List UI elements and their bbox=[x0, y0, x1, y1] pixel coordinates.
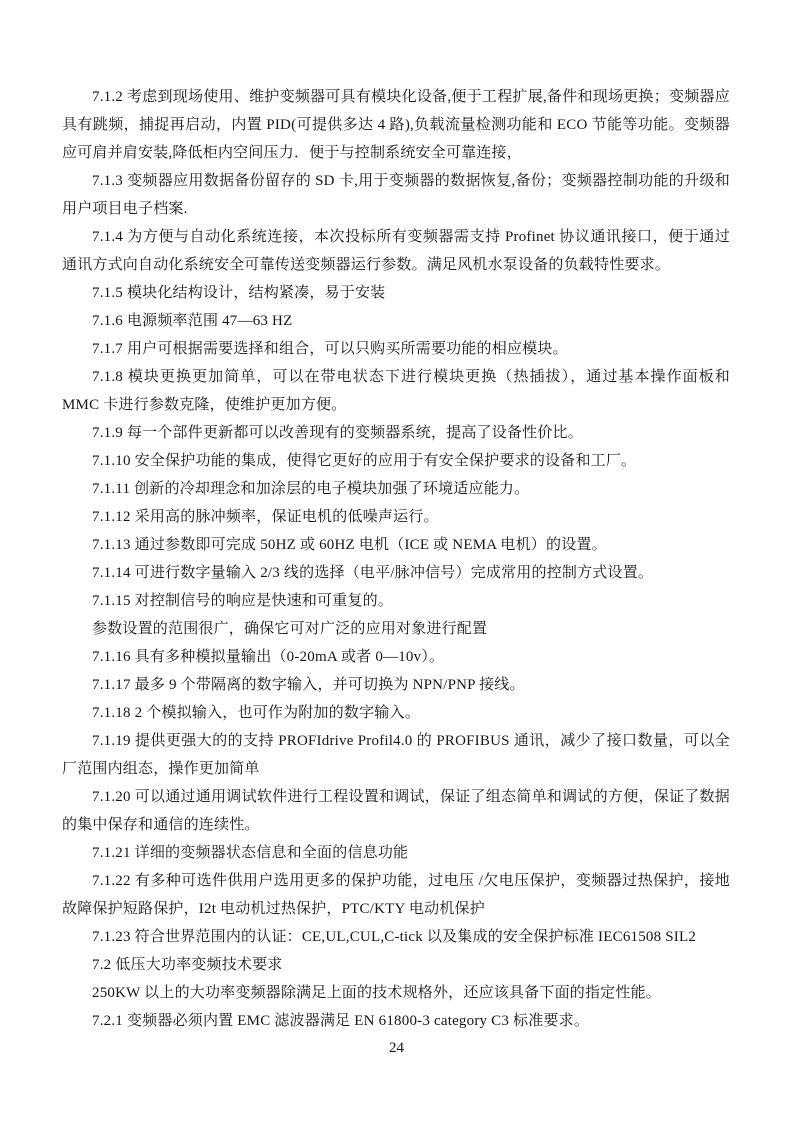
para-7-2-1: 7.2.1 变频器必须内置 EMC 滤波器满足 EN 61800-3 category C3 标准要求。 bbox=[92, 1013, 590, 1029]
para-7-1-6: 7.1.6 电源频率范围 47—63 HZ bbox=[92, 313, 293, 329]
para-7-1-23: 7.1.23 符合世界范围内的认证：CE,UL,CUL,C-tick 以及集成的安全保护标准 IEC61508 SIL2 bbox=[92, 929, 697, 945]
para-7-1-18: 7.1.18 2 个模拟输入，也可作为附加的数字输入。 bbox=[92, 705, 420, 721]
para-7-1-17: 7.1.17 最多 9 个带隔离的数字输入，并可切换为 NPN/PNP 接线。 bbox=[92, 677, 525, 693]
para-7-1-22: 7.1.22 有多种可选件供用户选用更多的保护功能，过电压 /欠电压保护，变频器过热保护，接地故障保护短路保护，I2t 电动机过热保护，PTC/KTY 电动机保护 bbox=[62, 873, 730, 917]
para-7-1-20: 7.1.20 可以通过通用调试软件进行工程设置和调试，保证了组态简单和调试的方便，保证了数据的集中保存和通信的连续性。 bbox=[62, 789, 730, 833]
para-7-1-11: 7.1.11 创新的冷却理念和加涂层的电子模块加强了环境适应能力。 bbox=[92, 481, 530, 497]
page-number: 24 bbox=[389, 1040, 404, 1056]
para-250kw-note: 250KW 以上的大功率变频器除满足上面的技术规格外，还应该具备下面的指定性能。 bbox=[92, 985, 661, 1001]
para-7-1-5: 7.1.5 模块化结构设计，结构紧凑，易于安装 bbox=[92, 285, 386, 301]
para-7-1-10: 7.1.10 安全保护功能的集成，使得它更好的应用于有安全保护要求的设备和工厂。 bbox=[92, 453, 637, 469]
para-7-1-14: 7.1.14 可进行数字量输入 2/3 线的选择（电平/脉冲信号）完成常用的控制方式设置。 bbox=[92, 565, 654, 581]
para-7-1-9: 7.1.9 每一个部件更新都可以改善现有的变频器系统，提高了设备性价比。 bbox=[92, 425, 583, 441]
para-parameter-range-note: 参数设置的范围很广，确保它可对广泛的应用对象进行配置 bbox=[92, 621, 488, 637]
para-7-1-7: 7.1.7 用户可根据需要选择和组合，可以只购买所需要功能的相应模块。 bbox=[92, 341, 568, 357]
heading-7-2: 7.2 低压大功率变频技术要求 bbox=[92, 957, 283, 973]
para-7-1-19: 7.1.19 提供更强大的的支持 PROFIdrive Profil4.0 的 PROFIBUS 通讯，减少了接口数量，可以全厂范围内组态，操作更加简单 bbox=[62, 733, 730, 777]
para-7-1-8: 7.1.8 模块更换更加简单，可以在带电状态下进行模块更换（热插拔），通过基本操作面板和 MMC 卡进行参数克隆，使维护更加方便。 bbox=[62, 369, 730, 413]
para-7-1-3: 7.1.3 变频器应用数据备份留存的 SD 卡,用于变频器的数据恢复,备份；变频器控制功能的升级和用户项目电子档案. bbox=[62, 173, 730, 217]
para-7-1-2: 7.1.2 考虑到现场使用、维护变频器可具有模块化设备,便于工程扩展,备件和现场更换；变频器应具有跳频，捕捉再启动，内置 PID(可提供多达 4 路),负载流量检测功能和 ECO 节能等功能。变频器应可肩并肩安装,降低柜内空间压力．便于与控制系统安全可靠连接， bbox=[62, 89, 730, 161]
para-7-1-21: 7.1.21 详细的变频器状态信息和全面的信息功能 bbox=[92, 845, 409, 861]
para-7-1-4: 7.1.4 为方便与自动化系统连接，本次投标所有变频器需支持 Profinet 协议通讯接口，便于通过通讯方式向自动化系统安全可靠传送变频器运行参数。满足风机水泵设备的负载特性要求。 bbox=[62, 229, 730, 273]
para-7-1-15: 7.1.15 对控制信号的响应是快速和可重复的。 bbox=[92, 593, 394, 609]
para-7-1-12: 7.1.12 采用高的脉冲频率，保证电机的低噪声运行。 bbox=[92, 509, 439, 525]
para-7-1-13: 7.1.13 通过参数即可完成 50HZ 或 60HZ 电机（ICE 或 NEMA 电机）的设置。 bbox=[92, 537, 607, 553]
page-footer bbox=[0, 1034, 793, 1062]
para-7-1-16: 7.1.16 具有多种模拟量输出（0-20mA 或者 0—10v）。 bbox=[92, 649, 445, 665]
document-body bbox=[62, 83, 730, 1035]
